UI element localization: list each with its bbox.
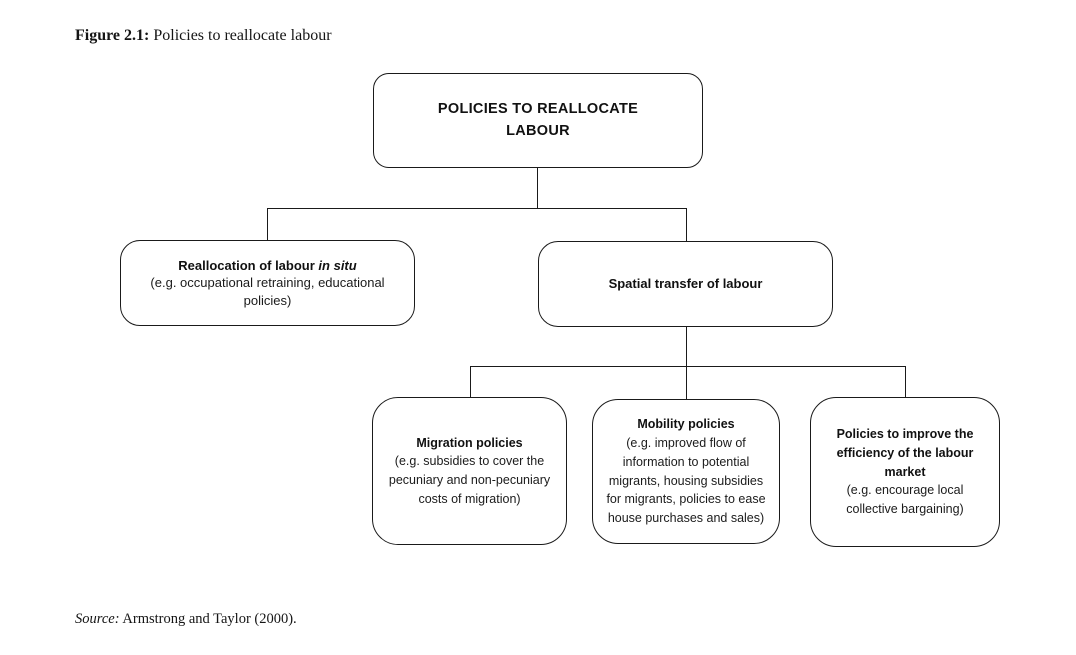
node-root-title: POLICIES TO REALLOCATE LABOUR (437, 100, 639, 139)
figure-caption (75, 27, 332, 45)
node-migration-title: Migration policies (416, 435, 523, 450)
node-in-situ-description: (e.g. occupational retraining, educational policies) (150, 275, 385, 308)
node-migration-policies (372, 397, 567, 545)
figure-label: Figure 2.1: (75, 27, 150, 44)
connector-drop-efficiency (905, 366, 906, 397)
node-in-situ-title-text: Reallocation of labour (178, 257, 315, 273)
connector-drop-migration (470, 366, 471, 397)
connector-spatial-crossbar (470, 366, 906, 367)
connector-drop-mobility (686, 366, 687, 399)
source-text: Armstrong and Taylor (2000). (119, 611, 297, 627)
node-mobility-description: (e.g. improved flow of information to potential migrants, housing subsidies for migrants, policies to ease house purchases and sales) (606, 436, 766, 525)
connector-drop-spatial (686, 208, 687, 241)
node-labour-market-efficiency (810, 397, 1000, 547)
node-efficiency-description: (e.g. encourage local collective bargaining) (846, 483, 964, 517)
source-label: Source: (75, 611, 120, 627)
node-in-situ-title (178, 257, 356, 275)
connector-root-stem (537, 168, 538, 208)
source-caption (75, 611, 297, 628)
figure-caption-text: Policies to reallocate labour (149, 27, 332, 44)
node-reallocation-in-situ (120, 240, 415, 326)
node-mobility-policies (592, 399, 780, 544)
node-policies-to-reallocate-labour (373, 73, 703, 168)
connector-drop-in-situ (267, 208, 268, 240)
node-in-situ-title-italic: in situ (318, 257, 357, 273)
node-spatial-title: Spatial transfer of labour (608, 276, 763, 292)
node-efficiency-title: Policies to improve the efficiency of the labour market (836, 427, 974, 479)
node-spatial-transfer (538, 241, 833, 327)
node-migration-description: (e.g. subsidies to cover the pecuniary and non-pecuniary costs of migration) (388, 454, 551, 506)
connector-root-crossbar (267, 208, 687, 209)
connector-spatial-stem (686, 327, 687, 366)
node-mobility-title: Mobility policies (637, 417, 735, 432)
